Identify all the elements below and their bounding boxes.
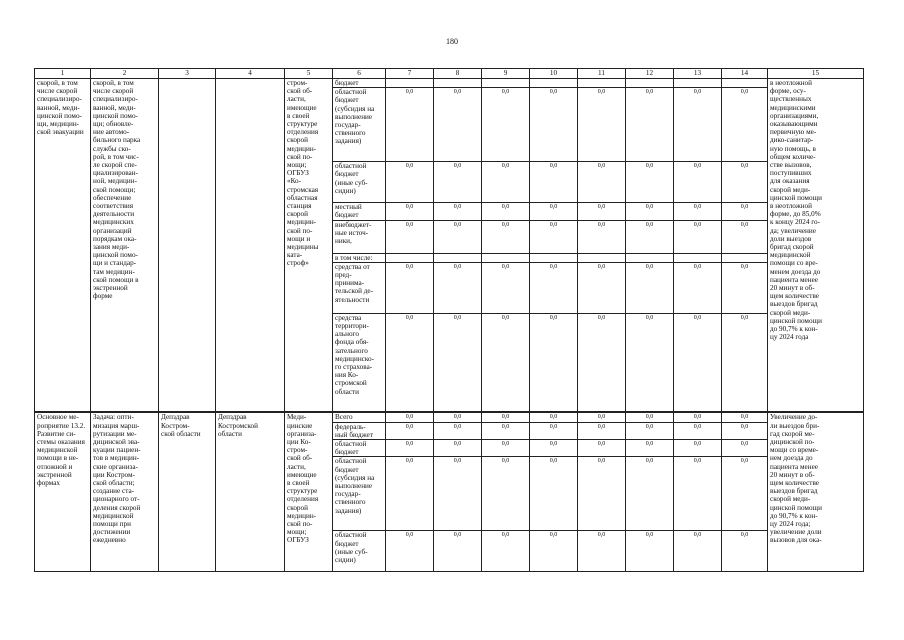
cell-amount: 0,0 bbox=[530, 162, 578, 203]
cell-amount: 0,0 bbox=[722, 162, 768, 203]
cell-expected-result: Увеличение до- ли выездов бри- гад скорой ме- дицинской по- мощи со време- нем доезда до пациента менее 20 минут в об- щем количестве выездов бригад скорой меди- цинской помощи до 90,7% к кон- цу 2024 года; увеличение доли вызовов для ока- bbox=[768, 412, 864, 572]
page-number: 180 bbox=[446, 37, 458, 46]
cell-amount: 0,0 bbox=[674, 422, 722, 439]
cell-amount: 0,0 bbox=[626, 262, 674, 313]
column-header-5: 5 bbox=[285, 69, 333, 79]
cell-amount: 0,0 bbox=[626, 203, 674, 220]
cell-amount: 0,0 bbox=[674, 531, 722, 572]
cell-amount: 0,0 bbox=[674, 220, 722, 253]
cell-amount: 0,0 bbox=[386, 439, 434, 456]
cell-amount: 0,0 bbox=[626, 439, 674, 456]
cell-responsible: Депздрав Костром- ской области bbox=[159, 412, 216, 572]
column-header-7: 7 bbox=[386, 69, 434, 79]
cell-amount: 0,0 bbox=[578, 313, 626, 412]
cell-funding-source: областной бюджет (субсидия на выполнение государ- ственного задания) bbox=[333, 457, 386, 531]
cell-amount: 0,0 bbox=[626, 162, 674, 203]
cell-amount: 0,0 bbox=[482, 88, 530, 162]
cell-amount bbox=[386, 253, 434, 262]
cell-amount: 0,0 bbox=[722, 439, 768, 456]
cell-amount bbox=[578, 253, 626, 262]
cell-amount bbox=[482, 253, 530, 262]
cell-funding-source: областной бюджет bbox=[333, 439, 386, 456]
cell-amount bbox=[626, 253, 674, 262]
cell-funding-source: областной бюджет (иные суб- сидии) bbox=[333, 162, 386, 203]
cell-amount: 0,0 bbox=[386, 262, 434, 313]
cell-expected-result: в неотложной форме, осу- ществленных медицинскими организациями, оказывающими первичную ме- дико-санитар- ную помощь, в общем количе- стве вызовов, поступивших для оказания скорой меди- цинской помощи в неотложной форме, до 85,0% к концу 2024 го- да; увеличение доли выездов бригад скорой медицинской помощи со вре- менем доезда до пациента менее 20 минут в об- щем количестве выездов бригад скорой меди- цинской помощи до 90,7% к кон- цу 2024 года bbox=[768, 79, 864, 413]
cell-amount: 0,0 bbox=[626, 88, 674, 162]
cell-coordinator bbox=[216, 79, 285, 413]
cell-amount: 0,0 bbox=[482, 457, 530, 531]
cell-amount bbox=[674, 79, 722, 88]
cell-amount bbox=[530, 79, 578, 88]
cell-amount: 0,0 bbox=[482, 412, 530, 422]
cell-measure-name: скорой, в том числе скорой специализиро- ванной, меди- цинской помо- щи, медицин- ской эвакуации bbox=[35, 79, 91, 413]
cell-amount: 0,0 bbox=[482, 313, 530, 412]
column-header-4: 4 bbox=[216, 69, 285, 79]
cell-amount: 0,0 bbox=[578, 412, 626, 422]
cell-task: Задача: опти- мизация марш- рутизации ме- дицинской эва- куации пациен- тов в медицин- ские организа- ции Костром- ской области; создание ста- ционарного от- деления скорой медицинской помощи при достижении ежедневно bbox=[91, 412, 159, 572]
cell-amount: 0,0 bbox=[434, 531, 482, 572]
cell-amount: 0,0 bbox=[386, 313, 434, 412]
cell-funding-source: внебюджет- ные источ- ники, bbox=[333, 220, 386, 253]
cell-funding-source: местный бюджет bbox=[333, 203, 386, 220]
cell-amount bbox=[386, 79, 434, 88]
cell-task: скорой, в том числе скорой специализиро- ванной, меди- цинской помо- щи; обновле- ние автомо- бильного парка службы ско- рой, в том чис- ле скорой спе- циализирован- ной, медицин- ской помощи; обеспечение соответствия деятельности медицинских организаций порядкам ока- зания меди- цинской помо- щи и стандар- там медицин- ской помощи в экстренной форме bbox=[91, 79, 159, 413]
cell-amount: 0,0 bbox=[626, 412, 674, 422]
cell-amount: 0,0 bbox=[386, 531, 434, 572]
cell-amount bbox=[482, 79, 530, 88]
cell-amount: 0,0 bbox=[578, 531, 626, 572]
cell-amount: 0,0 bbox=[434, 262, 482, 313]
cell-amount: 0,0 bbox=[482, 439, 530, 456]
cell-funding-source: средства от пред- принима- тельской де- ятельности bbox=[333, 262, 386, 313]
cell-amount: 0,0 bbox=[578, 262, 626, 313]
cell-amount: 0,0 bbox=[530, 203, 578, 220]
cell-amount: 0,0 bbox=[626, 422, 674, 439]
cell-amount: 0,0 bbox=[626, 531, 674, 572]
cell-amount: 0,0 bbox=[722, 203, 768, 220]
cell-amount: 0,0 bbox=[434, 313, 482, 412]
cell-amount bbox=[722, 253, 768, 262]
cell-amount: 0,0 bbox=[722, 88, 768, 162]
cell-amount: 0,0 bbox=[674, 457, 722, 531]
cell-funding-source: в том числе: bbox=[333, 253, 386, 262]
cell-amount: 0,0 bbox=[578, 88, 626, 162]
table-row bbox=[35, 412, 864, 422]
cell-amount: 0,0 bbox=[434, 203, 482, 220]
column-header-15: 15 bbox=[768, 69, 864, 79]
cell-amount: 0,0 bbox=[482, 220, 530, 253]
cell-amount: 0,0 bbox=[434, 422, 482, 439]
cell-amount: 0,0 bbox=[578, 220, 626, 253]
cell-amount bbox=[530, 253, 578, 262]
cell-amount: 0,0 bbox=[482, 162, 530, 203]
cell-amount: 0,0 bbox=[386, 422, 434, 439]
cell-amount: 0,0 bbox=[578, 457, 626, 531]
cell-amount: 0,0 bbox=[722, 412, 768, 422]
column-header-3: 3 bbox=[159, 69, 216, 79]
cell-executors: стром- ской об- ласти, имеющие в своей структуре отделения скорой медицин- ской по- мощи; ОГБУЗ «Ко- стромская областная станция скорой медицин- ской по- мощи и медицины ката- строф» bbox=[285, 79, 333, 413]
cell-amount: 0,0 bbox=[482, 531, 530, 572]
cell-amount: 0,0 bbox=[530, 262, 578, 313]
cell-funding-source: Всего bbox=[333, 412, 386, 422]
cell-amount: 0,0 bbox=[722, 531, 768, 572]
cell-amount: 0,0 bbox=[674, 412, 722, 422]
column-header-11: 11 bbox=[578, 69, 626, 79]
cell-amount: 0,0 bbox=[530, 412, 578, 422]
cell-amount: 0,0 bbox=[386, 412, 434, 422]
cell-amount: 0,0 bbox=[674, 313, 722, 412]
program-table bbox=[34, 68, 864, 572]
cell-amount: 0,0 bbox=[674, 88, 722, 162]
cell-amount: 0,0 bbox=[434, 457, 482, 531]
cell-amount: 0,0 bbox=[434, 88, 482, 162]
cell-amount: 0,0 bbox=[530, 439, 578, 456]
cell-amount: 0,0 bbox=[434, 162, 482, 203]
cell-amount: 0,0 bbox=[674, 203, 722, 220]
column-header-13: 13 bbox=[674, 69, 722, 79]
cell-amount: 0,0 bbox=[722, 262, 768, 313]
cell-funding-source: бюджет bbox=[333, 79, 386, 88]
cell-amount: 0,0 bbox=[530, 457, 578, 531]
cell-amount: 0,0 bbox=[578, 422, 626, 439]
cell-amount: 0,0 bbox=[530, 531, 578, 572]
cell-amount: 0,0 bbox=[530, 313, 578, 412]
column-number-row bbox=[35, 69, 864, 79]
column-header-6: 6 bbox=[333, 69, 386, 79]
column-header-2: 2 bbox=[91, 69, 159, 79]
cell-amount bbox=[674, 253, 722, 262]
cell-amount: 0,0 bbox=[674, 262, 722, 313]
cell-amount bbox=[722, 79, 768, 88]
column-header-14: 14 bbox=[722, 69, 768, 79]
cell-amount: 0,0 bbox=[530, 422, 578, 439]
cell-amount: 0,0 bbox=[434, 439, 482, 456]
cell-amount: 0,0 bbox=[386, 162, 434, 203]
cell-amount: 0,0 bbox=[722, 313, 768, 412]
cell-measure-name: Основное ме- роприятие 13.2. Развитие си- стемы оказания медицинской помощи в не- отложной и экстренной формах bbox=[35, 412, 91, 572]
cell-amount: 0,0 bbox=[434, 412, 482, 422]
column-header-1: 1 bbox=[35, 69, 91, 79]
cell-amount: 0,0 bbox=[386, 88, 434, 162]
cell-funding-source: областной бюджет (субсидия на выполнение государ- ственного задания) bbox=[333, 88, 386, 162]
cell-amount: 0,0 bbox=[386, 220, 434, 253]
cell-amount: 0,0 bbox=[626, 457, 674, 531]
cell-funding-source: областной бюджет (иные суб- сидии) bbox=[333, 531, 386, 572]
cell-amount: 0,0 bbox=[722, 220, 768, 253]
cell-amount: 0,0 bbox=[482, 422, 530, 439]
cell-amount: 0,0 bbox=[482, 203, 530, 220]
cell-amount: 0,0 bbox=[578, 162, 626, 203]
cell-funding-source: федераль- ный бюджет bbox=[333, 422, 386, 439]
cell-amount: 0,0 bbox=[578, 439, 626, 456]
cell-responsible bbox=[159, 79, 216, 413]
cell-amount: 0,0 bbox=[530, 88, 578, 162]
column-header-12: 12 bbox=[626, 69, 674, 79]
cell-amount: 0,0 bbox=[386, 457, 434, 531]
cell-amount: 0,0 bbox=[482, 262, 530, 313]
cell-amount bbox=[578, 79, 626, 88]
cell-executors: Меди- цинские организа- ции Ко- стром- ской об- ласти, имеющие в своей структуре отделения скорой медицин- ской по- мощи; ОГБУЗ bbox=[285, 412, 333, 572]
cell-funding-source: средства территори- ального фонда обя- зательного медицинско- го страхова- ния Ко- стромской области bbox=[333, 313, 386, 412]
cell-amount bbox=[434, 79, 482, 88]
cell-amount: 0,0 bbox=[626, 220, 674, 253]
column-header-9: 9 bbox=[482, 69, 530, 79]
cell-amount: 0,0 bbox=[386, 203, 434, 220]
cell-amount bbox=[626, 79, 674, 88]
cell-amount bbox=[434, 253, 482, 262]
cell-amount: 0,0 bbox=[722, 422, 768, 439]
cell-amount: 0,0 bbox=[674, 439, 722, 456]
cell-amount: 0,0 bbox=[626, 313, 674, 412]
cell-amount: 0,0 bbox=[674, 162, 722, 203]
table-row bbox=[35, 79, 864, 88]
cell-amount: 0,0 bbox=[578, 203, 626, 220]
cell-amount: 0,0 bbox=[434, 220, 482, 253]
cell-amount: 0,0 bbox=[722, 457, 768, 531]
cell-amount: 0,0 bbox=[530, 220, 578, 253]
column-header-8: 8 bbox=[434, 69, 482, 79]
cell-coordinator: Депздрав Костромской области bbox=[216, 412, 285, 572]
column-header-10: 10 bbox=[530, 69, 578, 79]
